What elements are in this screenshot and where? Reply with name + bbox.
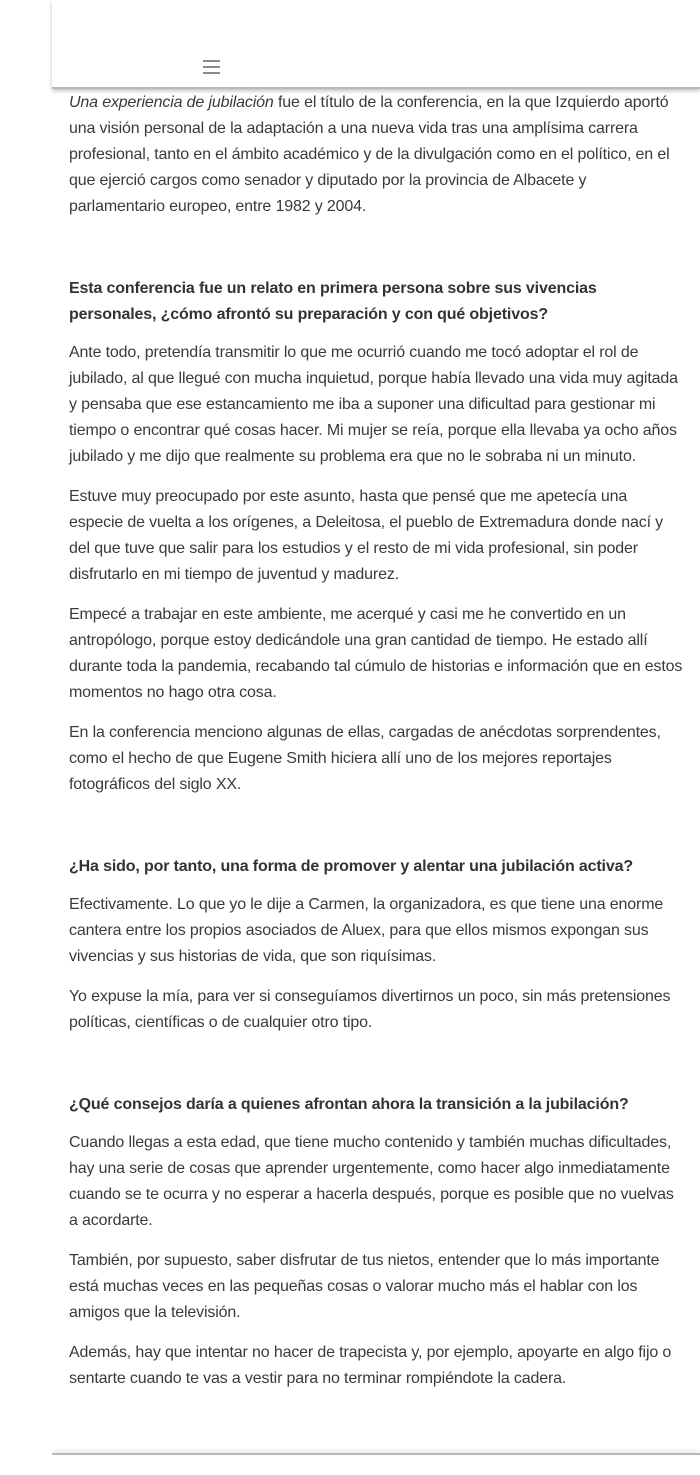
answer-paragraph: Estuve muy preocupado por este asunto, hasta que pensé que me apetecía una especie de vuelta a los orígenes, a Deleitosa, el pueblo de Extremadura donde nací y del que tuve que salir para los estudios y el resto de mi vida profesional, sin poder disfrutarlo en mi tiempo de juventud y madurez. (69, 488, 664, 583)
answer-paragraph: También, por supuesto, saber disfrutar de tus nietos, entender que lo más importante está muchas veces en las pequeñas cosas o valorar mucho más el hablar con los amigos que la televisión. (69, 1252, 660, 1321)
bottom-divider (52, 1453, 700, 1455)
answer-paragraph: Efectivamente. Lo que yo le dije a Carmen, la organizadora, es que tiene una enorme cantera entre los propios asociados de Aluex, para que ellos mismos expongan sus vivencias y sus historias de vida, que son riquísimas. (69, 896, 664, 965)
answer-paragraph: Yo expuse la mía, para ver si conseguíamos divertirnos un poco, sin más pretensiones políticas, científicas o de cualquier otro tipo. (69, 988, 671, 1031)
answer-paragraph: Empecé a trabajar en este ambiente, me acerqué y casi me he convertido en un antropólogo, porque estoy dedicándole una gran cantidad de tiempo. He estado allí durante toda la pandemia, recabando tal cúmulo de historias e información que en estos momentos no hago otra cosa. (69, 606, 683, 701)
question-heading: Esta conferencia fue un relato en primera persona sobre sus vivencias personales, ¿cómo afrontó su preparación y con qué objetivos? (69, 280, 597, 323)
hamburger-icon[interactable] (203, 60, 220, 74)
top-bar (52, 0, 700, 89)
intro-paragraph: Una experiencia de jubilación fue el título de la conferencia, en la que Izquierdo aportó una visión personal de la adaptación a una nueva vida tras una amplísima carrera profesional, tanto en el ámbito académico y de la divulgación como en el político, en el que ejerció cargos como senador y diputado por la provincia de Albacete y parlamentario europeo, entre 1982 y 2004. (69, 94, 670, 215)
answer-paragraph: Cuando llegas a esta edad, que tiene mucho contenido y también muchas dificultades, hay una serie de cosas que aprender urgentemente, como hacer algo inmediatamente cuando se te ocurra y no esperar a hacerla después, porque es posible que no vuelvas a acordarte. (69, 1134, 674, 1229)
answer-paragraph: Ante todo, pretendía transmitir lo que me ocurrió cuando me tocó adoptar el rol de jubilado, al que llegué con mucha inquietud, porque había llevado una vida muy agitada y pensaba que ese estancamiento me iba a suponer una dificultad para gestionar mi tiempo o encontrar qué cosas hacer. Mi mujer se reía, porque ella llevaba ya ocho años jubilado y me dijo que realmente su problema era que no le sobraba ni un minuto. (69, 344, 678, 465)
answer-paragraph: En la conferencia menciono algunas de ellas, cargadas de anécdotas sorprendentes, como el hecho de que Eugene Smith hiciera allí uno de los mejores reportajes fotográficos del siglo XX. (69, 724, 661, 793)
answer-paragraph: Además, hay que intentar no hacer de trapecista y, por ejemplo, apoyarte en algo fijo o sentarte cuando te vas a vestir para no terminar rompiéndote la cadera. (69, 1344, 672, 1387)
article-body (69, 90, 684, 1406)
question-heading: ¿Qué consejos daría a quienes afrontan ahora la transición a la jubilación? (69, 1096, 629, 1113)
conference-title: Una experiencia de jubilación (69, 94, 274, 111)
question-heading: ¿Ha sido, por tanto, una forma de promover y alentar una jubilación activa? (69, 858, 633, 875)
